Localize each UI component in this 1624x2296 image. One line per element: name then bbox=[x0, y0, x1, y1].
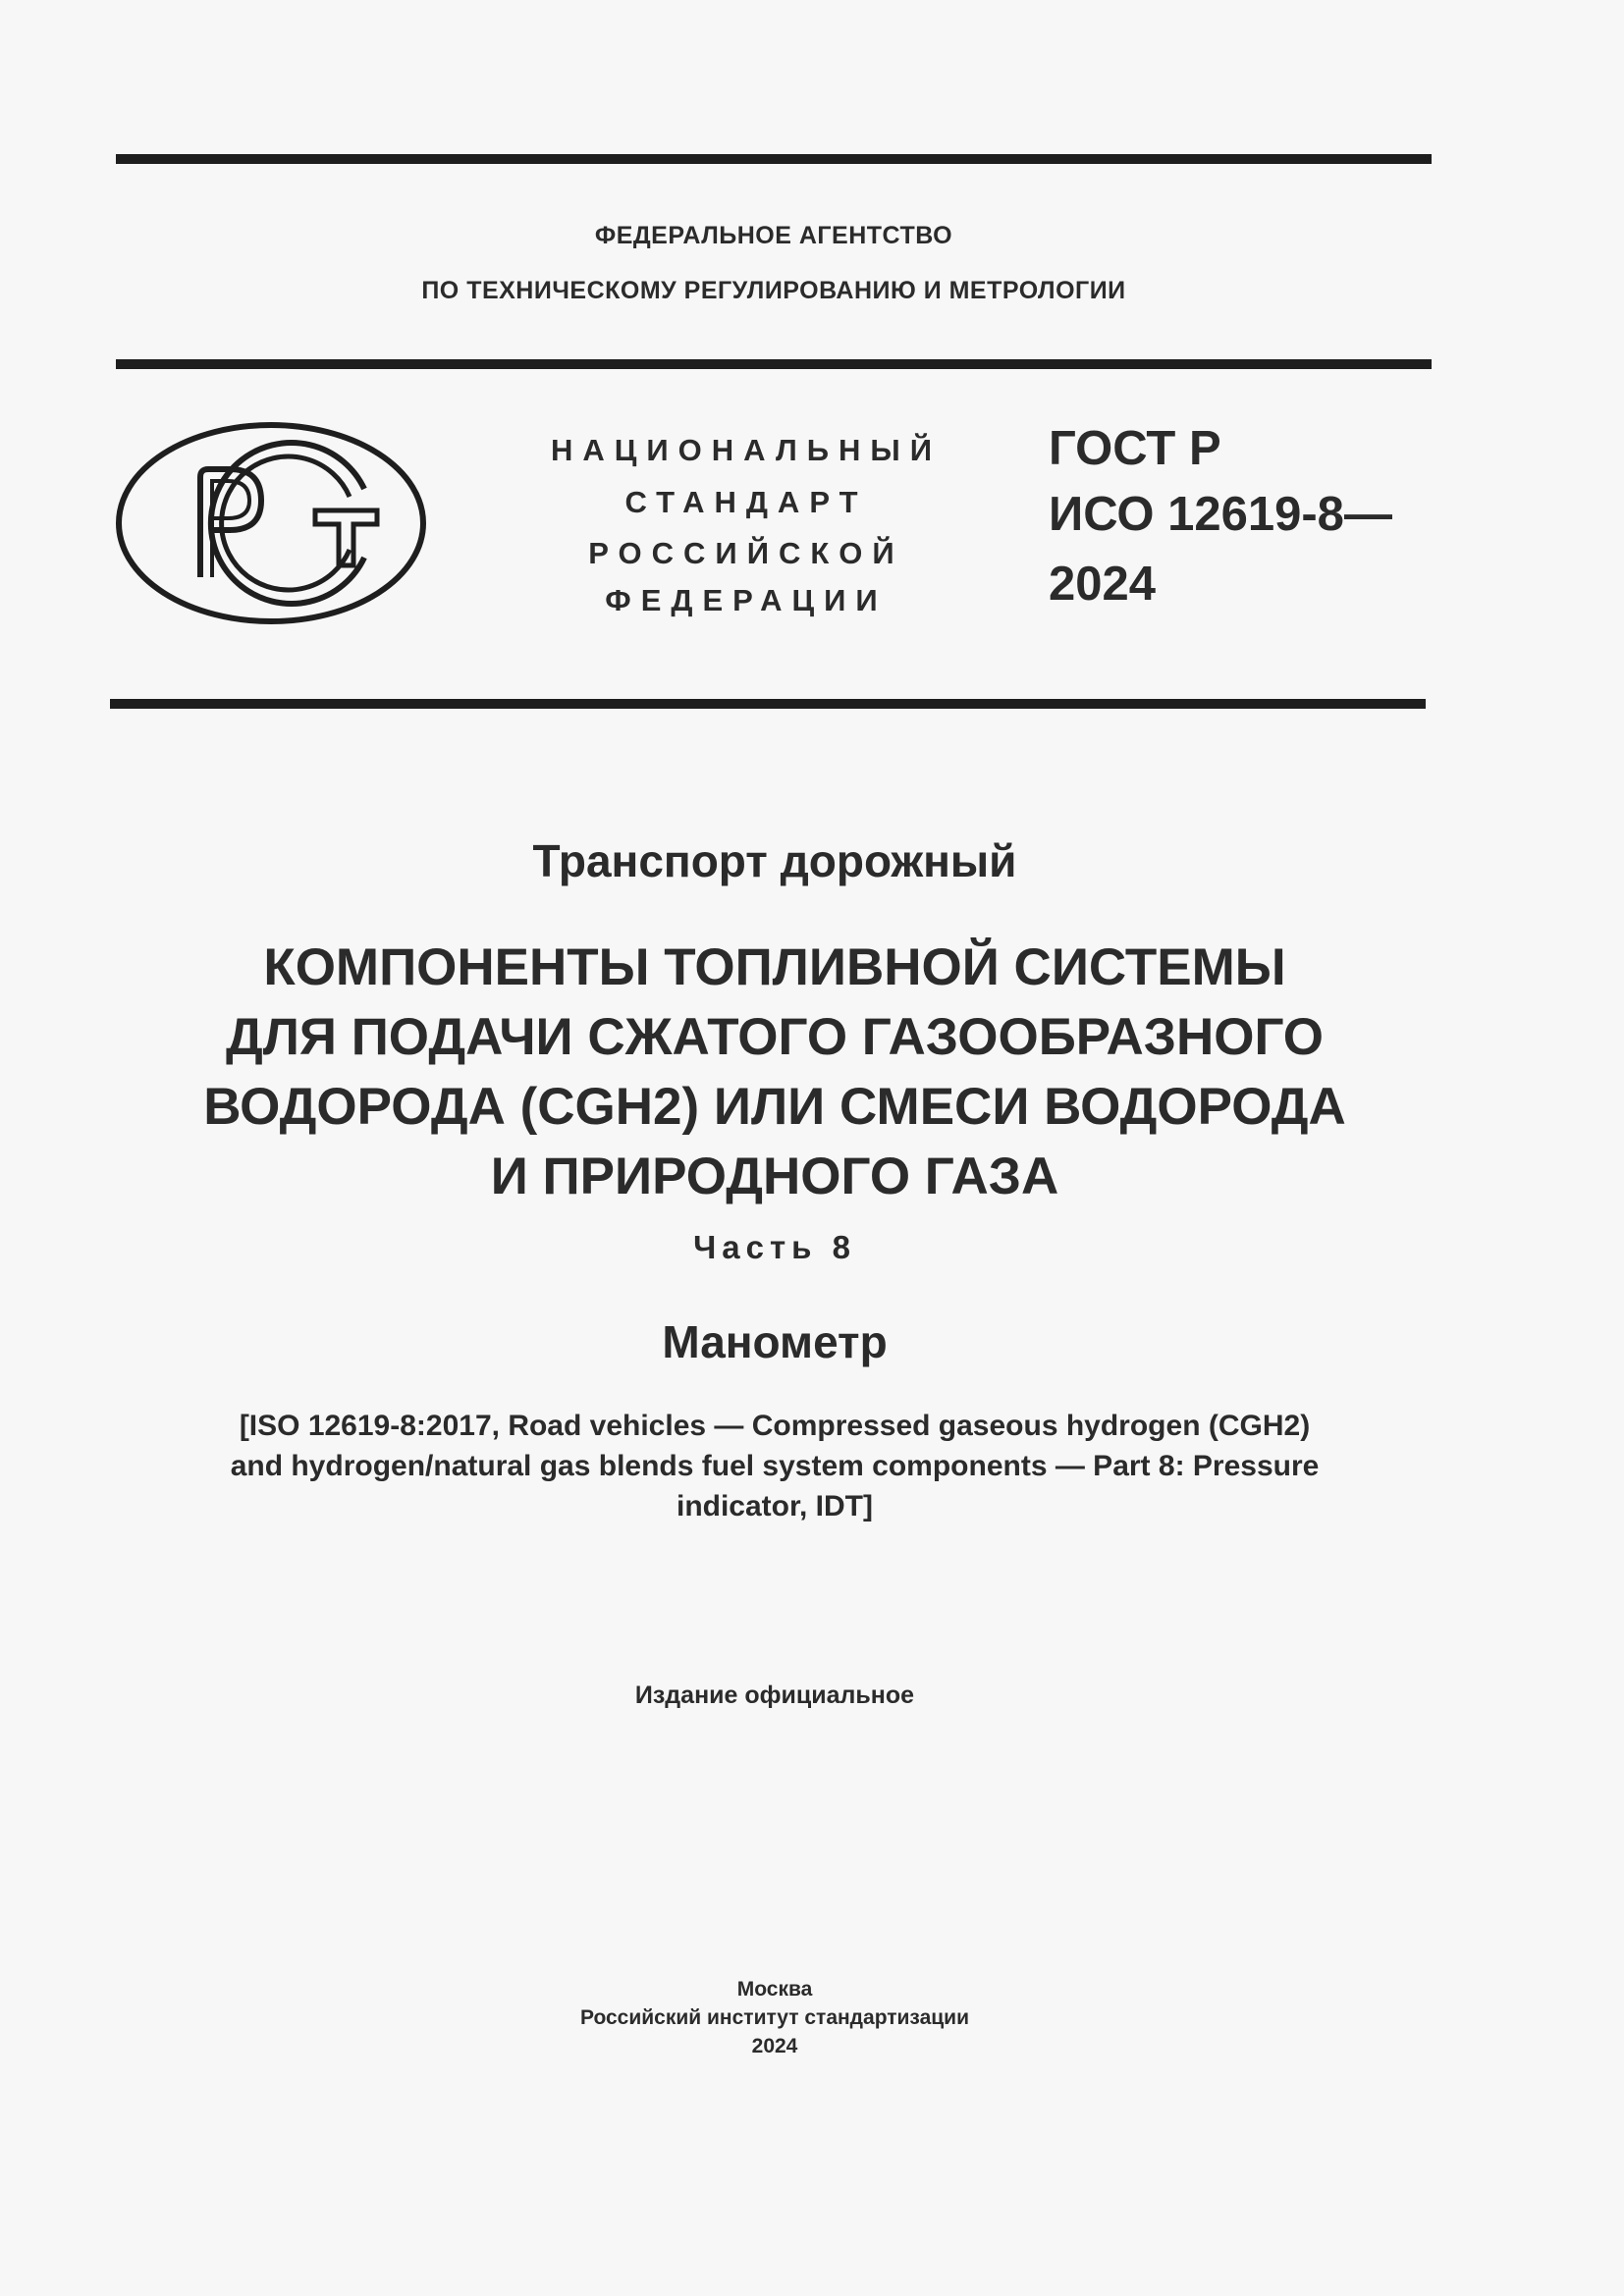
standard-designation-line-1: ГОСТ Р bbox=[1049, 422, 1221, 475]
title-line: ДЛЯ ПОДАЧИ СЖАТОГО ГАЗООБРАЗНОГО bbox=[225, 1008, 1325, 1066]
imprint bbox=[118, 1975, 1432, 2060]
title-line: КОМПОНЕНТЫ ТОПЛИВНОЙ СИСТЕМЫ bbox=[263, 938, 1286, 996]
title-line: И ПРИРОДНОГО ГАЗА bbox=[490, 1148, 1059, 1205]
document-subject: Транспорт дорожный bbox=[532, 835, 1017, 886]
international-reference bbox=[118, 1406, 1432, 1526]
agency-line-2: ПО ТЕХНИЧЕСКОМУ РЕГУЛИРОВАНИЮ И МЕТРОЛОГИИ bbox=[421, 277, 1126, 304]
imprint-city: Москва bbox=[736, 1978, 813, 2001]
part-number: Часть 8 bbox=[693, 1229, 856, 1265]
intl-ref-line: indicator, IDT] bbox=[676, 1490, 873, 1522]
document-subtitle: Манометр bbox=[662, 1316, 888, 1367]
designation-rule bbox=[110, 699, 1426, 709]
intl-ref-line: [ISO 12619-8:2017, Road vehicles — Compressed gaseous hydrogen (CGH2) bbox=[239, 1410, 1311, 1442]
national-standard-line-2: СТАНДАРТ bbox=[624, 485, 868, 519]
national-standard-line-1: НАЦИОНАЛЬНЫЙ bbox=[550, 433, 943, 467]
rst-conformity-mark-icon bbox=[114, 420, 428, 631]
intl-ref-line: and hydrogen/natural gas blends fuel system components — Part 8: Pressure bbox=[230, 1450, 1320, 1482]
agency-line-1: ФЕДЕРАЛЬНОЕ АГЕНТСТВО bbox=[594, 222, 953, 249]
standard-designation-line-2: ИСО 12619-8— bbox=[1049, 488, 1392, 541]
imprint-publisher: Российский институт стандартизации bbox=[579, 2006, 970, 2029]
national-standard-line-4: ФЕДЕРАЦИИ bbox=[605, 583, 888, 617]
national-standard-line-3: РОССИЙСКОЙ bbox=[588, 536, 904, 570]
header-rule bbox=[116, 359, 1432, 369]
official-edition-note: Издание официальное bbox=[634, 1682, 915, 1709]
top-rule bbox=[116, 154, 1432, 164]
title-line: ВОДОРОДА (CGH2) ИЛИ СМЕСИ ВОДОРОДА bbox=[203, 1078, 1346, 1136]
document-title bbox=[118, 933, 1432, 1211]
imprint-year: 2024 bbox=[751, 2035, 798, 2057]
standard-designation-line-3: 2024 bbox=[1049, 558, 1157, 611]
